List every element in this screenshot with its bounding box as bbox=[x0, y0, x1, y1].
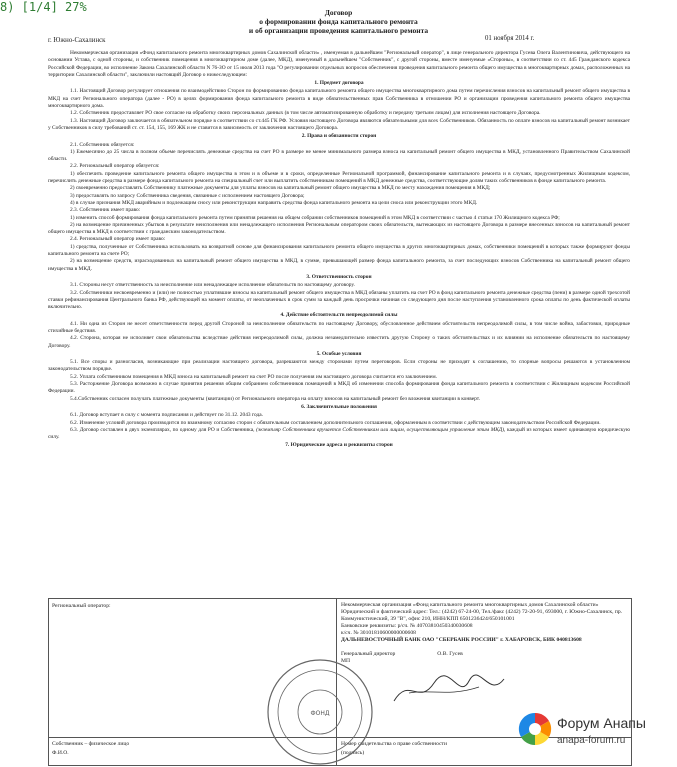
paragraph: 2) на возмещение причиненных убытков в результате неисполнения или ненадлежащего исполнения Региональным оператором своих обязательств, вытекающих из настоящего Договора в размере внесенных взносов на капитальный ремонт общего имущества в МКД в соответствии с гражданским законодательством. bbox=[48, 221, 630, 236]
paragraph: 5.1. Все споры и разногласия, возникающие при реализации настоящего договора, разрешаются между сторонами путем переговоров. Если стороны не приходят к соглашению, то спорные вопросы решаются в установленном законодательством порядке. bbox=[48, 359, 630, 373]
section-heading: 2. Права и обязанности сторон bbox=[301, 133, 377, 140]
paragraph: 5.2. Уплата собственником помещения в МКД взноса на капитальный ремонт на счет РО после получения им настоящего договора считается его заключением. bbox=[70, 373, 437, 380]
paragraph: 2.1. Собственник обязуется: bbox=[70, 141, 135, 148]
owner-label: Собственник – физическое лицо bbox=[52, 741, 130, 747]
mp-label: МП bbox=[341, 658, 351, 665]
paragraph: 2) на возмещение средств, израсходованных на капитальный ремонт общего имущества в МКД, в сумме, превышающей размер фонда капитального ремонта, за счет последующих взносов Собственника на капитальный ремонт общего имущества в МКД. bbox=[48, 258, 630, 272]
paragraph: 1) Ежемесячно до 25 числа в полном объеме перечислять денежные средства на счет РО в размере не менее минимального размера взноса на капитальный ремонт общего имущества в МКД, установленного Правительством Сахалинской области. bbox=[48, 148, 630, 163]
paragraph-italic: (экземпляр Собственника вручается Собственникам или лицам, осуществляющим управление этим МКД), bbox=[256, 426, 506, 433]
forum-logo-icon bbox=[515, 709, 555, 749]
paragraph: 4) в случае признания МКД аварийным и подлежащим сносу или реконструкции направить средства фонда капитального ремонта на цели сноса или реконструкции этого МКД. bbox=[70, 199, 478, 206]
section-heading: 3. Ответственность сторон bbox=[306, 273, 372, 280]
title-line: Договор bbox=[324, 8, 353, 17]
paragraph: 2.4. Региональный оператор имеет право: bbox=[70, 236, 166, 243]
cert-label: Номер свидетельства о праве собственности bbox=[341, 741, 447, 747]
director-label: Генеральный директор bbox=[341, 651, 396, 658]
paragraph: 2.2. Региональный оператор обязуется: bbox=[70, 163, 160, 170]
date: 01 ноября 2014 г. bbox=[485, 35, 535, 42]
section-heading: 4. Действие обстоятельств непреодолимой силы bbox=[280, 312, 398, 319]
paragraph: 5.3. Расторжение Договора возможно в случае принятия решения общим собранием собственников помещений в МКД об изменении способа формирования фонда капитального ремонта в соответствии с Жилищным кодексом Российской Федерации. bbox=[48, 381, 630, 395]
sign-label: (подпись) bbox=[341, 750, 365, 756]
paragraph: 1.3. Настоящий Договор заключается в обязательном порядке в соответствии со ст.445 ГК РФ. Условия настоящего Договора являются обязательными для всех Собственников. Обязанность по оплате взносов на капитальный ремонт возникает у Собственников в силу требований ст. ст. 154, 155, 169 ЖК и не ставится в зависимость от заключения настоящего Договора. bbox=[48, 117, 630, 131]
viewer-status: 8) [1/4] 27% bbox=[0, 0, 87, 14]
preamble: Некоммерческая организация «Фонд капитального ремонта многоквартирных домов Сахалинской области» , именуемая в дальнейшем "Региональный оператор", в лице генерального директора Гусева Олега Валентиновича, действующего на основании Устава, с одной стороны, и собственник помещения в многоквартирном доме (далее, МКД), именуемый в дальнейшем "Собственник", с другой стороны, вместе именуемые «Стороны», в соответствии со ст. 445 Гражданского кодекса Российской Федерации, во исполнение Закона Сахалинской области N 76-ЗО от 15 июля 2013 года "О регулировании отдельных вопросов обеспечения проведения капитального ремонта общего имущества в многоквартирных домах, расположенных на территории Сахалинской области", заключили настоящий Договор о нижеследующем: bbox=[48, 50, 630, 78]
paragraph: 4.2. Сторона, которая не исполняет свои обязательства вследствие действия непреодолимой силы, должна незамедлительно известить другую Сторону о таких обстоятельствах и их влиянии на исполнение обязательств по настоящему Договору. bbox=[48, 335, 630, 349]
paragraph: 1) обеспечить проведение капитального ремонта общего имущества в этом и в объеме и в сроки, определенные Региональной программой, финансирование капитального ремонта и в случаях, предусмотренных Жилищным кодексом, перечислить денежные средства в размере фонда капитального ремонта на специальный счет или выплатить собственникам помещений в МКД денежные средства, соответствующие долям таких собственников в фонде капитального ремонта. bbox=[48, 170, 630, 185]
section-heading: 6. Заключительные положения bbox=[301, 403, 377, 410]
operator-requisites bbox=[341, 602, 627, 665]
forum-url: anapa-forum.ru bbox=[557, 735, 626, 746]
paragraph: 5.4.Собственник согласен получать платежные документы (квитанции) от Регионального оператора на оплату взносов на капитальный ремонт без вложения квитанции в конверт. bbox=[70, 395, 481, 402]
fio-label: Ф.И.О. bbox=[52, 750, 69, 756]
org-address: Юридический и фактический адрес: Тел.: (4242) 67-24-00, Тел./факс (4242) 72-20-91, 693000, г. Южно-Сахалинск, пр. Коммунистический, 39 "В", офис 210, ИНН/КПП 6501236424/650101001 bbox=[341, 608, 623, 622]
corr-account: к/сч. № 30101810600000000608 bbox=[341, 629, 416, 636]
document-body bbox=[48, 50, 630, 451]
signature-graphic bbox=[389, 671, 509, 711]
section-heading: 5. Особые условия bbox=[316, 350, 362, 357]
paragraph: 1) средства, полученные от Собственника использовать на возвратной основе для финансирования капитального ремонта общего имущества в других многоквартирных домах, собственники помещений в которых также формируют фонды капитального ремонта на счете РО; bbox=[48, 243, 630, 258]
document-title bbox=[0, 8, 677, 35]
paragraph: 1.2. Собственник предоставляет РО свое согласие на обработку своих персональных данных (в том числе автоматизированную обработку и передачу третьим лицам) для исполнения настоящего Договора. bbox=[70, 110, 541, 117]
paragraph bbox=[48, 427, 630, 442]
forum-watermark bbox=[515, 709, 661, 753]
org-name: Некоммерческая организация «Фонд капитального ремонта многоквартирных домов Сахалинской области» bbox=[341, 602, 599, 608]
paragraph: 1.1. Настоящий Договор регулирует отношения по взаимодействию Сторон по формированию фонда капитального ремонта общего имущества многоквартирного дома путем перечисления взносов на капитальный ремонт общего имущества в МКД на счет Регионального оператора (далее - РО) в целях формирования фонда капитального ремонта в виде обязательственных прав Собственника в отношении РО и организации проведения капитального ремонта общего имущества многоквартирного дома. bbox=[48, 88, 630, 110]
regional-operator-label: Региональный оператор: bbox=[52, 603, 111, 609]
paragraph: 1) изменить способ формирования фонда капитального ремонта путем принятия решения на общем собрании собственников помещений в этом МКД в соответствии с частью 4 статьи 170 Жилищного кодекса РФ; bbox=[70, 214, 560, 221]
section-heading: 1. Предмет договора bbox=[314, 80, 364, 87]
paragraph: 6.1. Договор вступает в силу с момента подписания и действует по 31.12. 2043 года. bbox=[70, 412, 264, 419]
paragraph-text: 6.3. Договор составлен в двух экземплярах, по одному для РО и Собственника, bbox=[70, 426, 255, 433]
paragraph: 2.3. Собственник имеет право: bbox=[70, 207, 141, 214]
paragraph: 6.2. Изменение условий договора производится по взаимному согласию сторон с обязательным составлением дополнительного соглашения, оформленным в соответствии с действующим законодательством Российской Федерации. bbox=[70, 419, 601, 426]
svg-text:ФОНД: ФОНД bbox=[310, 710, 330, 717]
paragraph: 3.2. Собственники несвоевременно и (или) не полностью уплатившие взносы на капитальный ремонт общего имущества в МКД обязаны уплатить на счет РО в фонд капитального ремонта денежные средства (пени) в размере одной трехсотой ставки рефинансирования Центрального банка РФ, действующей на момент оплаты, от неоплаченных в срок сумм за каждый день просрочки начиная со следующего дня после наступления установленного срока оплаты по день фактической оплаты включительно. bbox=[48, 289, 630, 311]
stamp-graphic bbox=[265, 657, 375, 767]
section-heading: 7. Юридические адреса и реквизиты сторон bbox=[285, 442, 393, 449]
city: г. Южно-Сахалинск bbox=[48, 37, 106, 44]
director-line bbox=[341, 651, 627, 658]
forum-name: Форум Анапы bbox=[557, 715, 646, 731]
paragraph: 3.1. Стороны несут ответственность за неисполнение или ненадлежащее исполнение обязательств по настоящему договору. bbox=[70, 282, 355, 289]
paragraph-text: каждый из которых имеет одинаковую юридическую силу. bbox=[48, 426, 630, 441]
bank-name: ДАЛЬНЕВОСТОЧНЫЙ БАНК ОАО "СБЕРБАНК РОССИИ" г. ХАБАРОВСК, БИК 040813608 bbox=[341, 636, 582, 643]
paragraph: 4.1. Ни одна из Сторон не несет ответственности перед другой Стороной за неисполнение обязательств по настоящему Договору, обусловленное действием обстоятельств непреодолимой силы, в том числе война, забастовки, природные стихийные бедствия. bbox=[48, 320, 630, 334]
director-name: О.В. Гусев bbox=[437, 651, 463, 658]
paragraph: 2) своевременно предоставлять Собственнику платежные документы для уплаты взносов на капитальный ремонт общего имущества в МКД по месту нахождения помещения в МКД; bbox=[70, 185, 491, 192]
paragraph: 3) предоставлять по запросу Собственника сведения, связанные с исполнением настоящего Договора; bbox=[70, 192, 305, 199]
subtitle-line-2: и об организации проведения капитального ремонта bbox=[248, 26, 429, 35]
subtitle-line-1: о формировании фонда капитального ремонта bbox=[259, 17, 418, 26]
bank-account: Банковские реквизиты: р/сч. № 40703810450340030608 bbox=[341, 622, 473, 629]
